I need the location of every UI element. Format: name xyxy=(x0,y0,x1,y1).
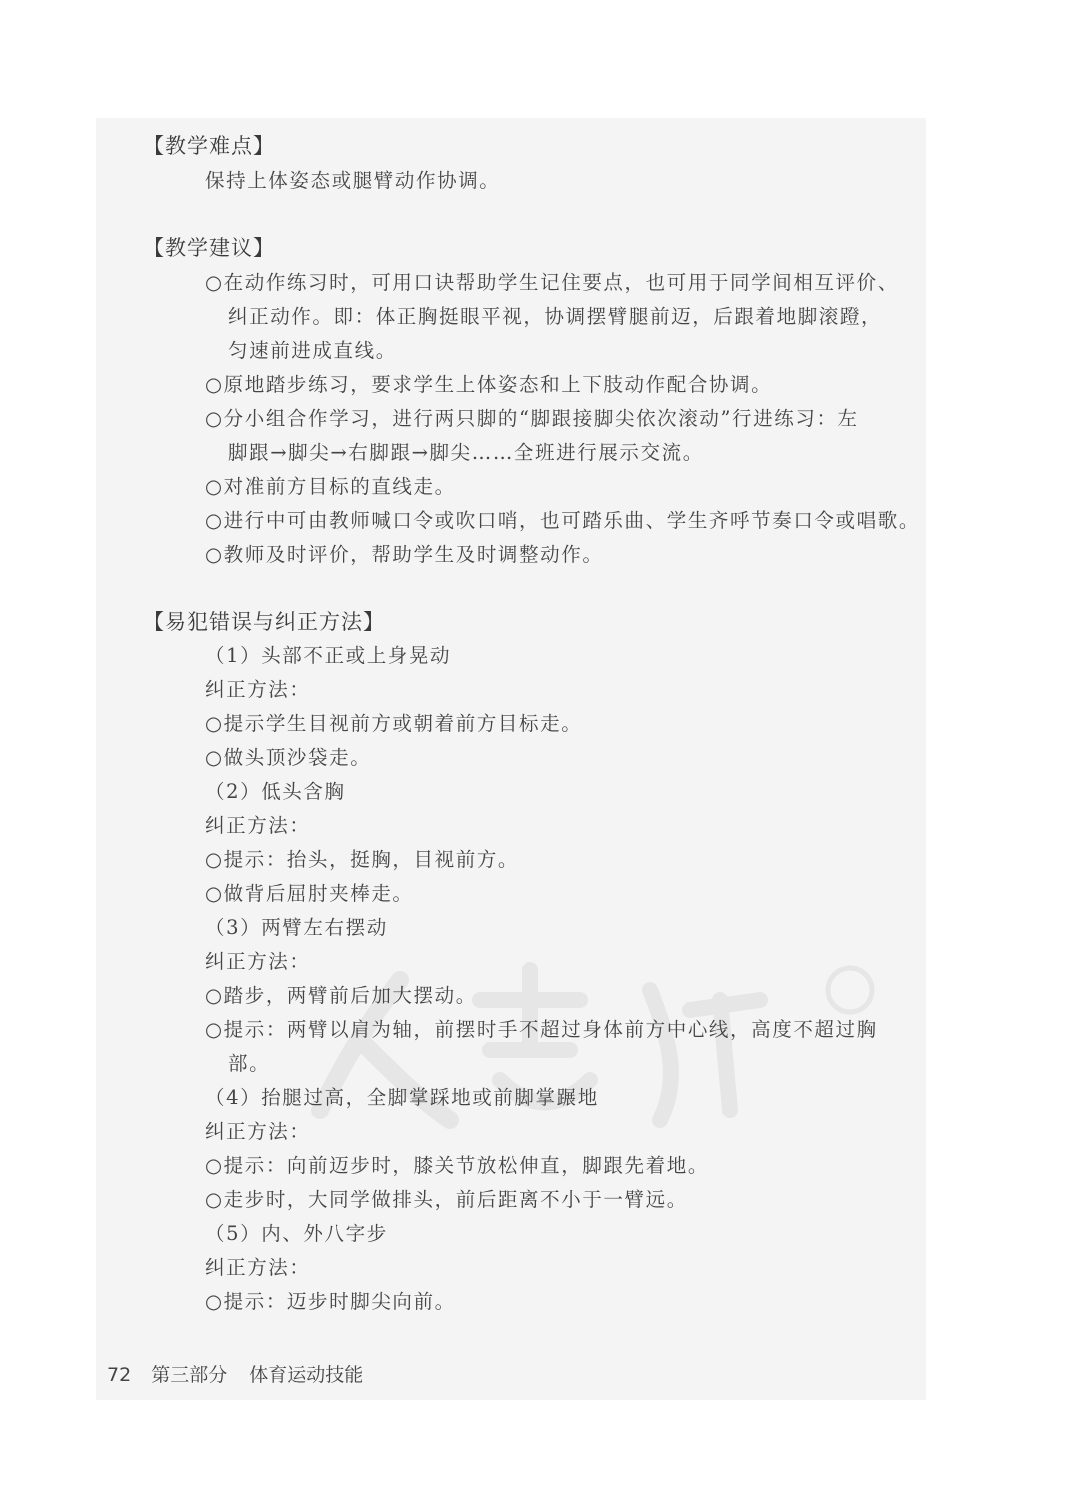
error-item-title: （2）低头含胸 xyxy=(205,780,346,803)
suggestion-line: 脚跟→脚尖→右脚跟→脚尖……全班进行展示交流。 xyxy=(228,441,704,464)
error-item-title: （5）内、外八字步 xyxy=(205,1222,388,1245)
correction-label: 纠正方法： xyxy=(205,678,311,701)
suggestion-line: ○对准前方目标的直线走。 xyxy=(205,475,456,498)
correction-line: ○提示学生目视前方或朝着前方目标走。 xyxy=(205,712,583,735)
suggestion-line: 匀速前进成直线。 xyxy=(228,339,397,362)
section-heading-suggestions: 【教学建议】 xyxy=(143,236,275,260)
page-number: 72 xyxy=(107,1364,132,1386)
error-item-title: （4）抬腿过高，全脚掌踩地或前脚掌蹍地 xyxy=(205,1086,599,1109)
correction-line: ○提示：两臂以肩为轴，前摆时手不超过身体前方中心线，高度不超过胸 xyxy=(205,1018,878,1041)
correction-line: 部。 xyxy=(228,1052,271,1075)
suggestion-line: ○原地踏步练习，要求学生上体姿态和上下肢动作配合协调。 xyxy=(205,373,773,396)
suggestion-line: ○在动作练习时，可用口诀帮助学生记住要点，也可用于同学间相互评价、 xyxy=(205,271,899,294)
section-heading-difficulty: 【教学难点】 xyxy=(143,134,275,158)
suggestion-line: ○分小组合作学习，进行两只脚的“脚跟接脚尖依次滚动”行进练习：左 xyxy=(205,407,859,430)
suggestion-line: ○教师及时评价，帮助学生及时调整动作。 xyxy=(205,543,604,566)
correction-line: ○做背后屈肘夹棒走。 xyxy=(205,882,414,905)
section-heading-errors: 【易犯错误与纠正方法】 xyxy=(143,610,385,634)
page-footer xyxy=(107,1360,363,1390)
suggestion-line: ○进行中可由教师喊口令或吹口哨，也可踏乐曲、学生齐呼节奏口令或唱歌。 xyxy=(205,509,920,532)
correction-label: 纠正方法： xyxy=(205,950,311,973)
correction-label: 纠正方法： xyxy=(205,1256,311,1279)
footer-part: 第三部分 xyxy=(151,1364,228,1386)
correction-label: 纠正方法： xyxy=(205,814,311,837)
error-item-title: （1）头部不正或上身晃动 xyxy=(205,644,452,667)
correction-line: ○提示：迈步时脚尖向前。 xyxy=(205,1290,456,1313)
correction-line: ○提示：向前迈步时，膝关节放松伸直，脚跟先着地。 xyxy=(205,1154,709,1177)
correction-line: ○走步时，大同学做排头，前后距离不小于一臂远。 xyxy=(205,1188,688,1211)
correction-line: ○踏步，两臂前后加大摆动。 xyxy=(205,984,477,1007)
suggestion-line: 纠正动作。即：体正胸挺眼平视，协调摆臂腿前迈，后跟着地脚滚蹬， xyxy=(228,305,883,328)
footer-section: 体育运动技能 xyxy=(249,1364,364,1386)
correction-line: ○做头顶沙袋走。 xyxy=(205,746,372,769)
correction-label: 纠正方法： xyxy=(205,1120,311,1143)
difficulty-text: 保持上体姿态或腿臂动作协调。 xyxy=(205,169,501,192)
error-item-title: （3）两臂左右摆动 xyxy=(205,916,388,939)
correction-line: ○提示：抬头，挺胸，目视前方。 xyxy=(205,848,520,871)
